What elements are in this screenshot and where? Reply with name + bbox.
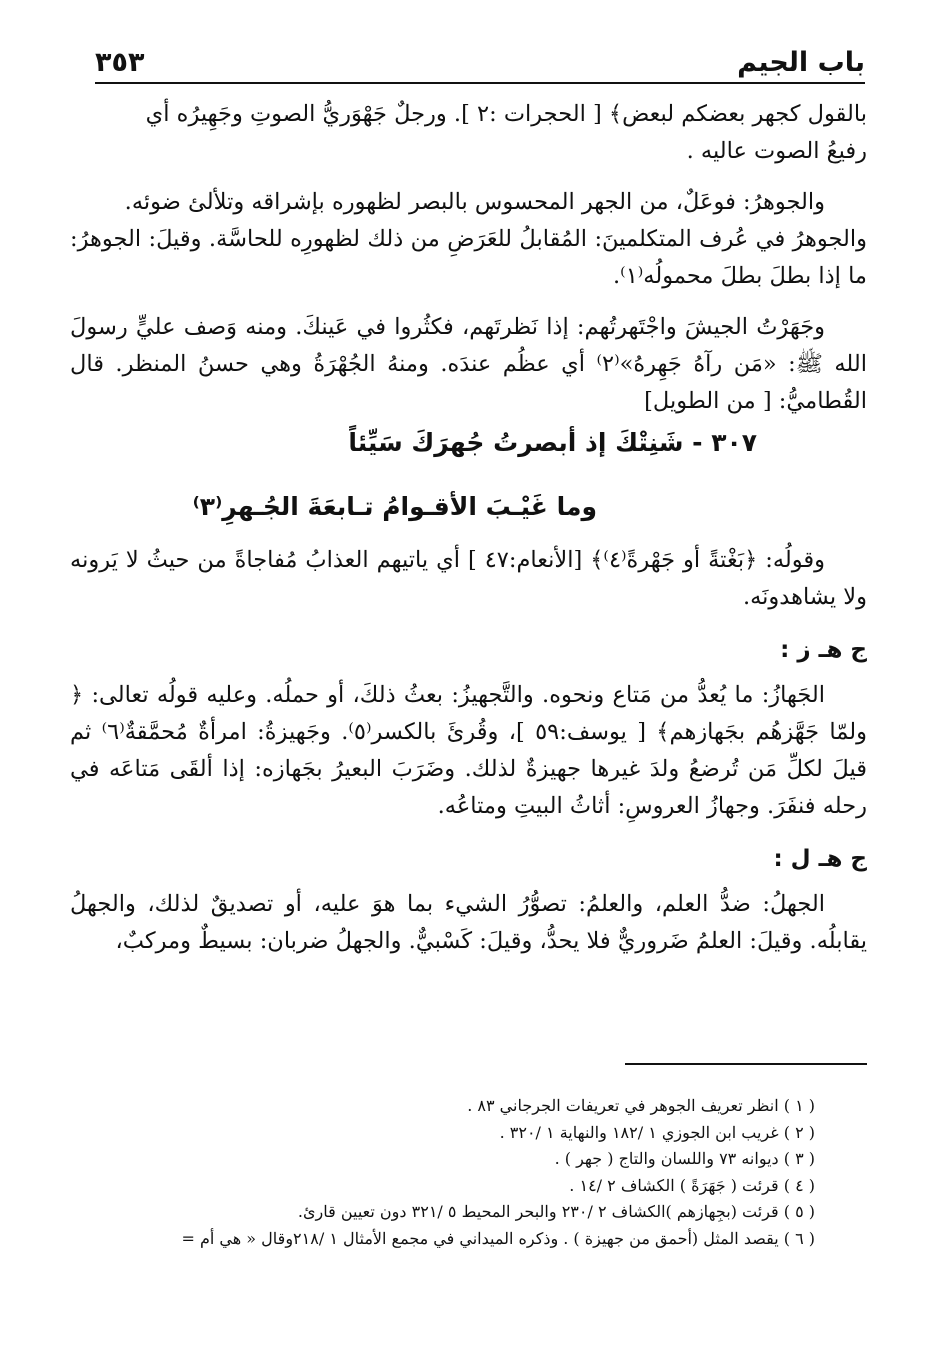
root-heading-jhl: ج هـ ل : — [773, 846, 867, 872]
paragraph-jahaz: الجَهازُ: ما يُعدُّ من مَتاع ونحوه. والتَّجهيزُ: بعثُ ذلكَ، أو حملُه. وعليه قولُه تعالى: ﴿ ولمّا جَهَّزهُم بجَهازهم﴾ [ يوسف:٥٩ ]، وقُرئَ بالكسر⁽٥⁾. وجَهيزةُ: امرأةٌ مُحمَّقةٌ⁽٦⁾ ثم قيلَ لكلِّ مَن تُرضعُ ولدَ غيرها جهيزةٌ لذلك. وضَرَبَ البعيرُ بجَهازه: إذا ألقَى مَتاعَه في رحله فنفَرَ. وجهازُ العروسِ: أثاثُ البيتِ ومتاعُه. — [70, 682, 867, 819]
main-text — [70, 96, 867, 960]
footnote-6: ( ٦ ) يقصد المثل (أحمق من جهيزة ) . وذكره الميداني في مجمع الأمثال ١ /٢١٨وقال « هي أم = — [181, 1228, 815, 1248]
paragraph-baghtatan: وقولُه: ﴿بَغْتةً أو جَهْرةً⁽٤⁾﴾ [الأنعام:٤٧ ] أي ياتيهم العذابُ مُفاجاةً من حيثُ لا يَرونه ولا يشاهدونَه. — [70, 547, 867, 610]
paragraph-1-line-2: رفيعُ الصوت عاليه . — [686, 138, 867, 164]
verse-line-2: وما غَيْـبَ الأقـوامُ تـابعَةَ الجُـهرِ⁽٣⁾ — [192, 492, 597, 521]
footnote-5: ( ٥ ) قرئت (بجِهازهم )الكشاف ٢ /٢٣٠ والبحر المحيط ٥ /٣٢١ دون تعيين قارئ. — [297, 1202, 815, 1221]
footnotes — [70, 1093, 815, 1252]
footnote-4: ( ٤ ) قرئت ( جَهَرَةً ) الكشاف ٢ /١٤ . — [569, 1175, 815, 1195]
footnote-2: ( ٢ ) غريب ابن الجوزي ١ /١٨٢ والنهاية ١ /٣٢٠ . — [499, 1122, 815, 1142]
page-header — [95, 38, 865, 84]
verse-line-1: ٣٠٧ - شَنِتْكَ إذ أبصرتُ جُهرَكَ سَيِّئاً — [348, 428, 757, 457]
paragraph-jawhar-kalam: والجوهرُ في عُرف المتكلمينَ: المُقابلُ للعَرَضِ من ذلك لظهورِه للحاسَّة. وقيلَ: الجوهرُ: ما إذا بطلَ بطلَ محمولُه⁽١⁾. — [70, 226, 867, 289]
footnote-1: ( ١ ) انظر تعريف الجوهر في تعريفات الجرجاني ٨٣ . — [467, 1096, 815, 1115]
paragraph-jahr-jaysh: وجَهَرْتُ الجيشَ واجْتَهرتُهم: إذا نَظرتَهم، فكثُروا في عَينكَ. ومنه وَصف عليٍّ رسولَ الله ﷺ: «مَن رآهُ جَهِرهُ»⁽٢⁾ أي عظُم عندَه. ومنهُ الجُهْرَةُ وهي حسنُ المنظر. قال القُطاميُّ: [ من الطويل] — [70, 314, 867, 414]
paragraph-jawhar: والجوهرُ: فوعَلٌ، من الجهر المحسوس بالبصر لظهوره بإشراقه وتلألئ ضوئه. — [124, 189, 825, 215]
chapter-title: باب الجيم — [737, 47, 865, 78]
paragraph-1-line-1: بالقول كجهر بعضكم لبعض﴾ [ الحجرات :٢ ]. ورجلٌ جَهْوَريُّ الصوتِ وجَهِيرُه أي — [145, 101, 867, 127]
paragraph-jahl: الجهلُ: ضدُّ العلم، والعلمُ: تصوُّرُ الشيء بما هوَ عليه، أو تصديقٌ لذلك، والجهلُ يقابلُه. وقيلَ: العلمُ ضَروريٌّ فلا يحدُّ، وقيلَ: كَسْبيٌّ. والجهلُ ضربان: بسيطٌ ومركبٌ، — [70, 891, 867, 954]
root-heading-jhz: ج هـ ز : — [780, 637, 867, 663]
page-number: ٣٥٣ — [95, 47, 145, 78]
footnote-separator — [625, 1063, 867, 1065]
footnote-3: ( ٣ ) ديوانه ٧٣ واللسان والتاج ( جهر ) . — [554, 1149, 815, 1168]
